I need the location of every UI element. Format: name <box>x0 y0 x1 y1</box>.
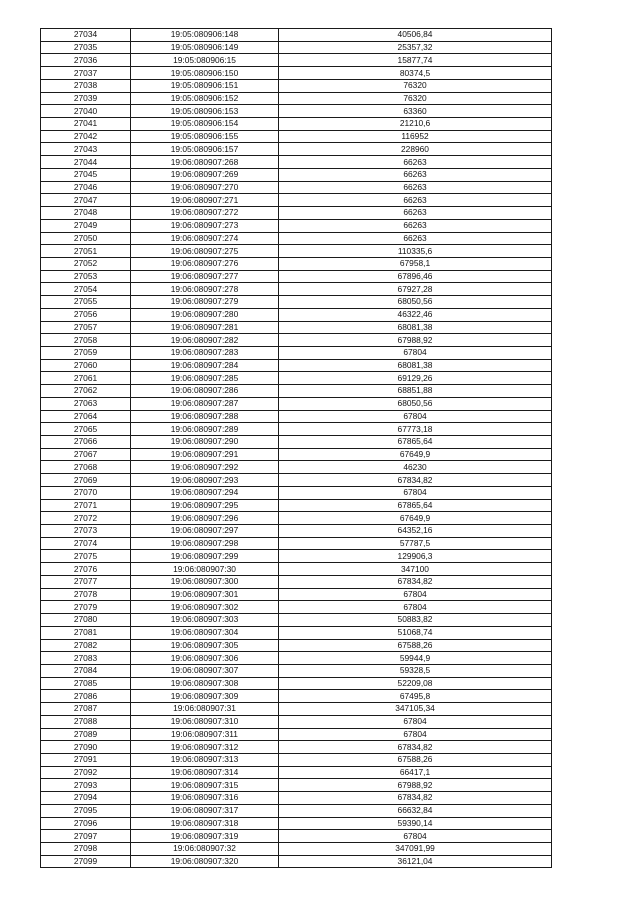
cadastral-number-cell: 19:06:080907:315 <box>131 779 279 792</box>
table-row <box>41 779 552 792</box>
value-cell: 59390,14 <box>279 817 552 830</box>
cadastral-number-cell: 19:06:080907:287 <box>131 397 279 410</box>
row-number-cell: 27072 <box>41 512 131 525</box>
value-cell: 46322,46 <box>279 308 552 321</box>
cadastral-number-cell: 19:06:080907:292 <box>131 461 279 474</box>
table-body <box>41 29 552 868</box>
cadastral-number-cell: 19:06:080907:306 <box>131 652 279 665</box>
row-number-cell: 27052 <box>41 257 131 270</box>
cadastral-number-cell: 19:06:080907:296 <box>131 512 279 525</box>
row-number-cell: 27065 <box>41 423 131 436</box>
value-cell: 67588,26 <box>279 639 552 652</box>
table-row <box>41 118 552 131</box>
table-row <box>41 474 552 487</box>
row-number-cell: 27093 <box>41 779 131 792</box>
table-row <box>41 29 552 42</box>
row-number-cell: 27041 <box>41 118 131 131</box>
row-number-cell: 27046 <box>41 181 131 194</box>
value-cell: 68050,56 <box>279 296 552 309</box>
cadastral-number-cell: 19:06:080907:298 <box>131 537 279 550</box>
table-row <box>41 130 552 143</box>
table-row <box>41 550 552 563</box>
value-cell: 66632,84 <box>279 804 552 817</box>
row-number-cell: 27098 <box>41 843 131 856</box>
cadastral-number-cell: 19:05:080906:15 <box>131 54 279 67</box>
cadastral-number-cell: 19:06:080907:284 <box>131 359 279 372</box>
row-number-cell: 27054 <box>41 283 131 296</box>
value-cell: 66263 <box>279 232 552 245</box>
cadastral-number-cell: 19:06:080907:291 <box>131 448 279 461</box>
row-number-cell: 27094 <box>41 792 131 805</box>
value-cell: 67865,64 <box>279 499 552 512</box>
table-row <box>41 677 552 690</box>
table-row <box>41 410 552 423</box>
row-number-cell: 27091 <box>41 753 131 766</box>
row-number-cell: 27092 <box>41 766 131 779</box>
value-cell: 67958,1 <box>279 257 552 270</box>
cadastral-number-cell: 19:06:080907:297 <box>131 525 279 538</box>
row-number-cell: 27070 <box>41 486 131 499</box>
table-row <box>41 804 552 817</box>
cadastral-number-cell: 19:06:080907:310 <box>131 715 279 728</box>
table-row <box>41 397 552 410</box>
cadastral-number-cell: 19:06:080907:312 <box>131 741 279 754</box>
cadastral-number-cell: 19:06:080907:274 <box>131 232 279 245</box>
value-cell: 67865,64 <box>279 436 552 449</box>
cadastral-number-cell: 19:06:080907:32 <box>131 843 279 856</box>
value-cell: 76320 <box>279 79 552 92</box>
row-number-cell: 27068 <box>41 461 131 474</box>
table-row <box>41 664 552 677</box>
row-number-cell: 27086 <box>41 690 131 703</box>
cadastral-number-cell: 19:06:080907:301 <box>131 588 279 601</box>
table-row <box>41 423 552 436</box>
cadastral-number-cell: 19:06:080907:314 <box>131 766 279 779</box>
row-number-cell: 27062 <box>41 385 131 398</box>
value-cell: 68081,38 <box>279 321 552 334</box>
value-cell: 67834,82 <box>279 792 552 805</box>
row-number-cell: 27069 <box>41 474 131 487</box>
row-number-cell: 27051 <box>41 245 131 258</box>
cadastral-number-cell: 19:05:080906:148 <box>131 29 279 42</box>
row-number-cell: 27067 <box>41 448 131 461</box>
cadastral-number-cell: 19:05:080906:152 <box>131 92 279 105</box>
value-cell: 64352,16 <box>279 525 552 538</box>
cadastral-number-cell: 19:05:080906:154 <box>131 118 279 131</box>
value-cell: 67834,82 <box>279 741 552 754</box>
row-number-cell: 27076 <box>41 563 131 576</box>
row-number-cell: 27050 <box>41 232 131 245</box>
value-cell: 67495,8 <box>279 690 552 703</box>
table-row <box>41 334 552 347</box>
cadastral-number-cell: 19:06:080907:273 <box>131 219 279 232</box>
value-cell: 66263 <box>279 207 552 220</box>
value-cell: 25357,32 <box>279 41 552 54</box>
cadastral-number-cell: 19:05:080906:155 <box>131 130 279 143</box>
table-row <box>41 54 552 67</box>
row-number-cell: 27056 <box>41 308 131 321</box>
cadastral-number-cell: 19:05:080906:153 <box>131 105 279 118</box>
row-number-cell: 27035 <box>41 41 131 54</box>
value-cell: 347091,99 <box>279 843 552 856</box>
row-number-cell: 27088 <box>41 715 131 728</box>
table-row <box>41 652 552 665</box>
value-cell: 67834,82 <box>279 474 552 487</box>
cadastral-number-cell: 19:06:080907:272 <box>131 207 279 220</box>
value-cell: 67773,18 <box>279 423 552 436</box>
cadastral-number-cell: 19:05:080906:150 <box>131 67 279 80</box>
row-number-cell: 27097 <box>41 830 131 843</box>
value-cell: 66417,1 <box>279 766 552 779</box>
cadastral-number-cell: 19:06:080907:317 <box>131 804 279 817</box>
table-row <box>41 67 552 80</box>
row-number-cell: 27044 <box>41 156 131 169</box>
row-number-cell: 27096 <box>41 817 131 830</box>
table-row <box>41 156 552 169</box>
value-cell: 59328,5 <box>279 664 552 677</box>
cadastral-number-cell: 19:06:080907:313 <box>131 753 279 766</box>
cadastral-number-cell: 19:06:080907:295 <box>131 499 279 512</box>
table-row <box>41 639 552 652</box>
cadastral-number-cell: 19:05:080906:157 <box>131 143 279 156</box>
table-row <box>41 79 552 92</box>
value-cell: 66263 <box>279 156 552 169</box>
value-cell: 46230 <box>279 461 552 474</box>
row-number-cell: 27090 <box>41 741 131 754</box>
table-row <box>41 855 552 868</box>
value-cell: 66263 <box>279 181 552 194</box>
cadastral-number-cell: 19:06:080907:277 <box>131 270 279 283</box>
value-cell: 51068,74 <box>279 626 552 639</box>
row-number-cell: 27073 <box>41 525 131 538</box>
table-row <box>41 257 552 270</box>
cadastral-number-cell: 19:06:080907:300 <box>131 575 279 588</box>
table-row <box>41 181 552 194</box>
value-cell: 110335,6 <box>279 245 552 258</box>
table-row <box>41 715 552 728</box>
table-row <box>41 92 552 105</box>
value-cell: 68081,38 <box>279 359 552 372</box>
cadastral-number-cell: 19:06:080907:319 <box>131 830 279 843</box>
table-row <box>41 512 552 525</box>
row-number-cell: 27057 <box>41 321 131 334</box>
table-row <box>41 690 552 703</box>
table-row <box>41 359 552 372</box>
value-cell: 52209,08 <box>279 677 552 690</box>
value-cell: 69129,26 <box>279 372 552 385</box>
table-row <box>41 207 552 220</box>
table-row <box>41 245 552 258</box>
table-row <box>41 308 552 321</box>
row-number-cell: 27043 <box>41 143 131 156</box>
cadastral-number-cell: 19:05:080906:151 <box>131 79 279 92</box>
table-row <box>41 601 552 614</box>
table-row <box>41 436 552 449</box>
table-row <box>41 575 552 588</box>
row-number-cell: 27059 <box>41 346 131 359</box>
value-cell: 36121,04 <box>279 855 552 868</box>
row-number-cell: 27048 <box>41 207 131 220</box>
value-cell: 67804 <box>279 486 552 499</box>
row-number-cell: 27085 <box>41 677 131 690</box>
row-number-cell: 27045 <box>41 168 131 181</box>
cadastral-number-cell: 19:06:080907:281 <box>131 321 279 334</box>
value-cell: 76320 <box>279 92 552 105</box>
cadastral-number-cell: 19:06:080907:30 <box>131 563 279 576</box>
row-number-cell: 27049 <box>41 219 131 232</box>
table-row <box>41 766 552 779</box>
value-cell: 80374,5 <box>279 67 552 80</box>
cadastral-number-cell: 19:06:080907:276 <box>131 257 279 270</box>
value-cell: 347100 <box>279 563 552 576</box>
row-number-cell: 27081 <box>41 626 131 639</box>
cadastral-number-cell: 19:06:080907:309 <box>131 690 279 703</box>
row-number-cell: 27079 <box>41 601 131 614</box>
table-row <box>41 41 552 54</box>
table-row <box>41 741 552 754</box>
row-number-cell: 27074 <box>41 537 131 550</box>
table-row <box>41 372 552 385</box>
row-number-cell: 27084 <box>41 664 131 677</box>
row-number-cell: 27053 <box>41 270 131 283</box>
row-number-cell: 27078 <box>41 588 131 601</box>
value-cell: 67896,46 <box>279 270 552 283</box>
row-number-cell: 27036 <box>41 54 131 67</box>
row-number-cell: 27075 <box>41 550 131 563</box>
value-cell: 21210,6 <box>279 118 552 131</box>
table-row <box>41 525 552 538</box>
table-row <box>41 830 552 843</box>
value-cell: 67834,82 <box>279 575 552 588</box>
cadastral-number-cell: 19:06:080907:279 <box>131 296 279 309</box>
cadastral-number-cell: 19:06:080907:303 <box>131 614 279 627</box>
table-row <box>41 283 552 296</box>
value-cell: 59944,9 <box>279 652 552 665</box>
row-number-cell: 27066 <box>41 436 131 449</box>
value-cell: 50883,82 <box>279 614 552 627</box>
table-row <box>41 105 552 118</box>
table-row <box>41 448 552 461</box>
value-cell: 67988,92 <box>279 779 552 792</box>
row-number-cell: 27055 <box>41 296 131 309</box>
cadastral-number-cell: 19:06:080907:316 <box>131 792 279 805</box>
value-cell: 67649,9 <box>279 512 552 525</box>
table-row <box>41 321 552 334</box>
table-row <box>41 143 552 156</box>
value-cell: 66263 <box>279 168 552 181</box>
row-number-cell: 27037 <box>41 67 131 80</box>
value-cell: 40506,84 <box>279 29 552 42</box>
row-number-cell: 27099 <box>41 855 131 868</box>
table-row <box>41 817 552 830</box>
table-row <box>41 194 552 207</box>
row-number-cell: 27063 <box>41 397 131 410</box>
value-cell: 67804 <box>279 346 552 359</box>
table-row <box>41 346 552 359</box>
cadastral-number-cell: 19:06:080907:283 <box>131 346 279 359</box>
table-row <box>41 168 552 181</box>
cadastral-number-cell: 19:06:080907:299 <box>131 550 279 563</box>
value-cell: 66263 <box>279 219 552 232</box>
cadastral-number-cell: 19:06:080907:285 <box>131 372 279 385</box>
table-row <box>41 626 552 639</box>
table-row <box>41 461 552 474</box>
table-row <box>41 232 552 245</box>
row-number-cell: 27038 <box>41 79 131 92</box>
table-row <box>41 614 552 627</box>
cadastral-number-cell: 19:06:080907:289 <box>131 423 279 436</box>
cadastral-number-cell: 19:06:080907:305 <box>131 639 279 652</box>
table-row <box>41 270 552 283</box>
table-row <box>41 792 552 805</box>
value-cell: 116952 <box>279 130 552 143</box>
value-cell: 63360 <box>279 105 552 118</box>
table-row <box>41 499 552 512</box>
table-row <box>41 703 552 716</box>
value-cell: 68851,88 <box>279 385 552 398</box>
value-cell: 67804 <box>279 410 552 423</box>
cadastral-number-cell: 19:06:080907:293 <box>131 474 279 487</box>
cadastral-number-cell: 19:06:080907:271 <box>131 194 279 207</box>
cadastral-number-cell: 19:06:080907:311 <box>131 728 279 741</box>
table-row <box>41 219 552 232</box>
table-row <box>41 486 552 499</box>
value-cell: 66263 <box>279 194 552 207</box>
cadastral-number-cell: 19:06:080907:290 <box>131 436 279 449</box>
cadastral-number-cell: 19:06:080907:286 <box>131 385 279 398</box>
row-number-cell: 27083 <box>41 652 131 665</box>
value-cell: 57787,5 <box>279 537 552 550</box>
row-number-cell: 27040 <box>41 105 131 118</box>
row-number-cell: 27058 <box>41 334 131 347</box>
row-number-cell: 27061 <box>41 372 131 385</box>
cadastral-number-cell: 19:06:080907:269 <box>131 168 279 181</box>
value-cell: 67804 <box>279 728 552 741</box>
cadastral-number-cell: 19:06:080907:288 <box>131 410 279 423</box>
table-row <box>41 843 552 856</box>
cadastral-number-cell: 19:06:080907:304 <box>131 626 279 639</box>
row-number-cell: 27077 <box>41 575 131 588</box>
row-number-cell: 27064 <box>41 410 131 423</box>
row-number-cell: 27089 <box>41 728 131 741</box>
row-number-cell: 27095 <box>41 804 131 817</box>
cadastral-number-cell: 19:06:080907:302 <box>131 601 279 614</box>
cadastral-number-cell: 19:06:080907:282 <box>131 334 279 347</box>
value-cell: 228960 <box>279 143 552 156</box>
cadastral-number-cell: 19:06:080907:320 <box>131 855 279 868</box>
value-cell: 347105,34 <box>279 703 552 716</box>
table-row <box>41 728 552 741</box>
row-number-cell: 27042 <box>41 130 131 143</box>
value-cell: 67804 <box>279 830 552 843</box>
cadastral-number-cell: 19:06:080907:318 <box>131 817 279 830</box>
cadastral-number-cell: 19:06:080907:307 <box>131 664 279 677</box>
cadastral-number-cell: 19:06:080907:308 <box>131 677 279 690</box>
cadastral-number-cell: 19:06:080907:275 <box>131 245 279 258</box>
cadastral-number-cell: 19:06:080907:31 <box>131 703 279 716</box>
cadastral-number-cell: 19:06:080907:280 <box>131 308 279 321</box>
cadastral-number-cell: 19:06:080907:278 <box>131 283 279 296</box>
table-row <box>41 753 552 766</box>
row-number-cell: 27082 <box>41 639 131 652</box>
value-cell: 67804 <box>279 601 552 614</box>
value-cell: 67927,28 <box>279 283 552 296</box>
table-row <box>41 296 552 309</box>
table-row <box>41 588 552 601</box>
row-number-cell: 27039 <box>41 92 131 105</box>
cadastral-number-cell: 19:06:080907:294 <box>131 486 279 499</box>
value-cell: 67588,26 <box>279 753 552 766</box>
cadastral-number-cell: 19:06:080907:268 <box>131 156 279 169</box>
table-row <box>41 385 552 398</box>
row-number-cell: 27087 <box>41 703 131 716</box>
data-table <box>40 28 552 868</box>
value-cell: 15877,74 <box>279 54 552 67</box>
value-cell: 67649,9 <box>279 448 552 461</box>
value-cell: 68050,56 <box>279 397 552 410</box>
value-cell: 129906,3 <box>279 550 552 563</box>
table-row <box>41 537 552 550</box>
table-row <box>41 563 552 576</box>
value-cell: 67804 <box>279 588 552 601</box>
cadastral-number-cell: 19:05:080906:149 <box>131 41 279 54</box>
row-number-cell: 27034 <box>41 29 131 42</box>
value-cell: 67804 <box>279 715 552 728</box>
row-number-cell: 27047 <box>41 194 131 207</box>
cadastral-number-cell: 19:06:080907:270 <box>131 181 279 194</box>
row-number-cell: 27080 <box>41 614 131 627</box>
value-cell: 67988,92 <box>279 334 552 347</box>
row-number-cell: 27060 <box>41 359 131 372</box>
row-number-cell: 27071 <box>41 499 131 512</box>
